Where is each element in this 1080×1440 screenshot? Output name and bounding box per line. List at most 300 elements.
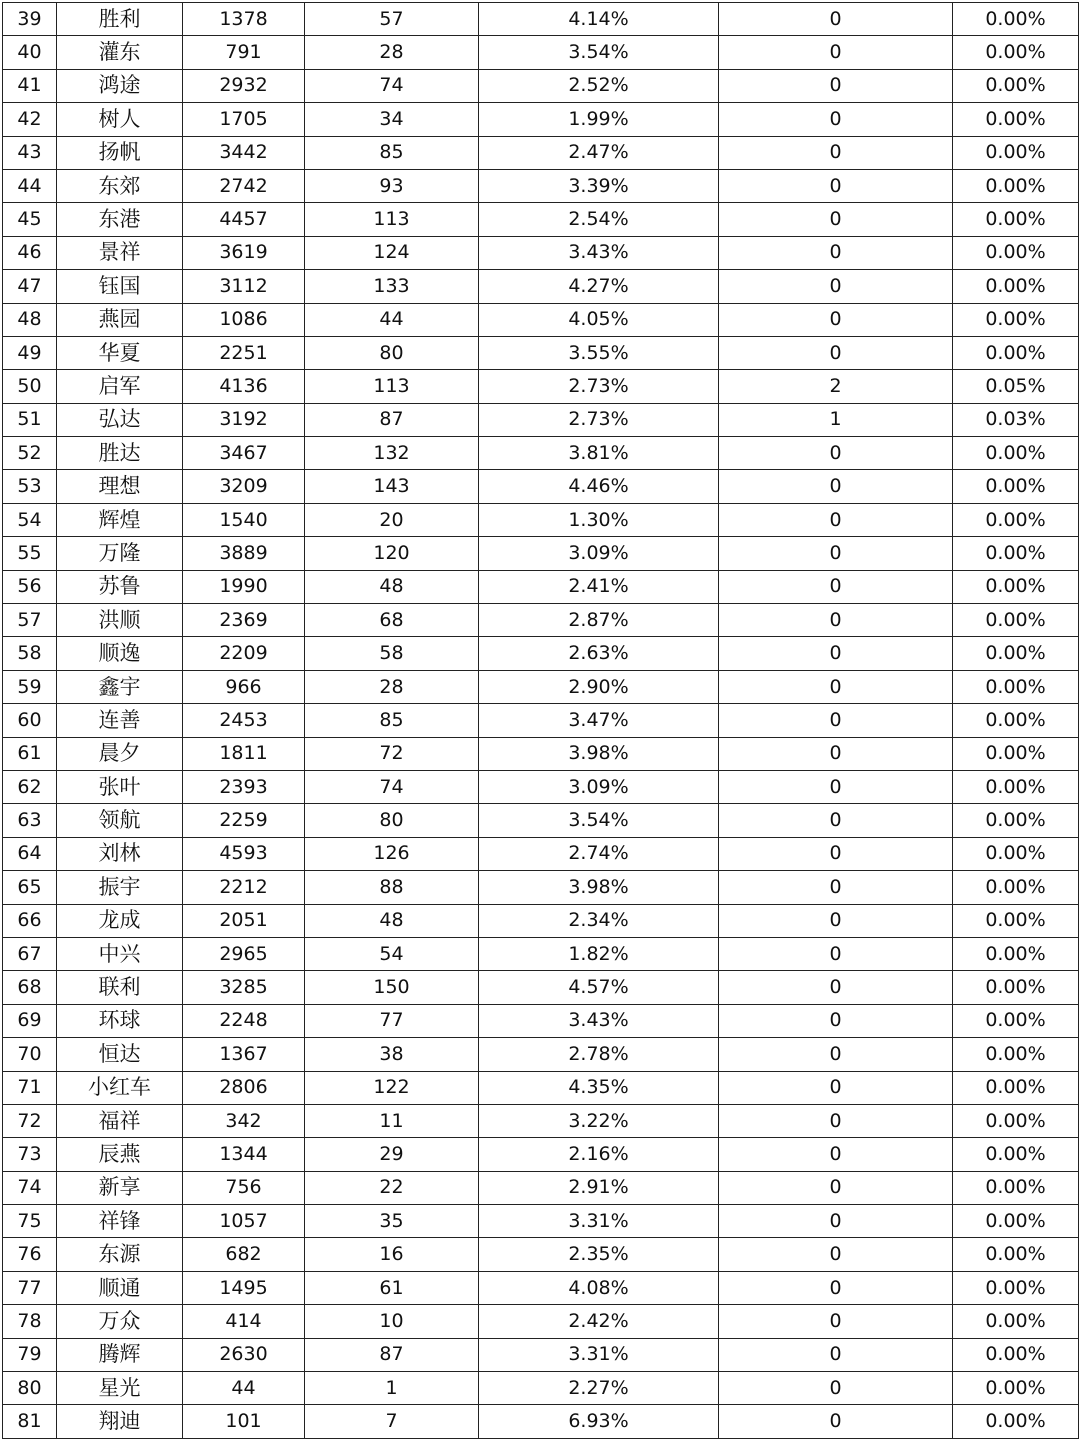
total-cell: 2248 xyxy=(183,1004,305,1037)
table-row xyxy=(3,203,1079,236)
second-rate-cell: 0.00% xyxy=(953,169,1079,202)
data-table xyxy=(2,2,1079,1439)
name-cell: 张叶 xyxy=(57,770,183,803)
count-cell: 87 xyxy=(305,1338,479,1371)
rate-cell: 2.42% xyxy=(479,1305,719,1338)
total-cell: 3285 xyxy=(183,971,305,1004)
second-rate-cell: 0.00% xyxy=(953,1205,1079,1238)
second-count-cell: 0 xyxy=(719,670,953,703)
table-row xyxy=(3,737,1079,770)
table-row xyxy=(3,1238,1079,1271)
rate-cell: 6.93% xyxy=(479,1405,719,1438)
row-index-cell: 63 xyxy=(3,804,57,837)
count-cell: 58 xyxy=(305,637,479,670)
row-index-cell: 53 xyxy=(3,470,57,503)
total-cell: 2393 xyxy=(183,770,305,803)
rate-cell: 2.27% xyxy=(479,1372,719,1405)
row-index-cell: 65 xyxy=(3,871,57,904)
table-row xyxy=(3,3,1079,36)
second-rate-cell: 0.00% xyxy=(953,203,1079,236)
second-rate-cell: 0.00% xyxy=(953,270,1079,303)
name-cell: 胜利 xyxy=(57,3,183,36)
second-count-cell: 0 xyxy=(719,1405,953,1438)
second-count-cell: 0 xyxy=(719,1372,953,1405)
name-cell: 福祥 xyxy=(57,1104,183,1137)
second-count-cell: 2 xyxy=(719,370,953,403)
second-count-cell: 0 xyxy=(719,1138,953,1171)
name-cell: 胜达 xyxy=(57,437,183,470)
name-cell: 扬帆 xyxy=(57,136,183,169)
name-cell: 顺通 xyxy=(57,1271,183,1304)
second-rate-cell: 0.00% xyxy=(953,804,1079,837)
rate-cell: 3.31% xyxy=(479,1338,719,1371)
total-cell: 682 xyxy=(183,1238,305,1271)
table-row xyxy=(3,704,1079,737)
total-cell: 1057 xyxy=(183,1205,305,1238)
second-rate-cell: 0.00% xyxy=(953,3,1079,36)
name-cell: 灌东 xyxy=(57,36,183,69)
rate-cell: 3.31% xyxy=(479,1205,719,1238)
row-index-cell: 54 xyxy=(3,503,57,536)
row-index-cell: 39 xyxy=(3,3,57,36)
second-rate-cell: 0.00% xyxy=(953,470,1079,503)
count-cell: 133 xyxy=(305,270,479,303)
count-cell: 85 xyxy=(305,136,479,169)
second-rate-cell: 0.00% xyxy=(953,670,1079,703)
total-cell: 791 xyxy=(183,36,305,69)
count-cell: 11 xyxy=(305,1104,479,1137)
second-count-cell: 0 xyxy=(719,3,953,36)
second-count-cell: 0 xyxy=(719,1305,953,1338)
second-count-cell: 0 xyxy=(719,203,953,236)
row-index-cell: 75 xyxy=(3,1205,57,1238)
second-rate-cell: 0.00% xyxy=(953,1171,1079,1204)
table-row xyxy=(3,1038,1079,1071)
row-index-cell: 71 xyxy=(3,1071,57,1104)
total-cell: 414 xyxy=(183,1305,305,1338)
table-row xyxy=(3,1171,1079,1204)
second-rate-cell: 0.00% xyxy=(953,637,1079,670)
total-cell: 1540 xyxy=(183,503,305,536)
row-index-cell: 42 xyxy=(3,103,57,136)
total-cell: 1086 xyxy=(183,303,305,336)
table-row xyxy=(3,36,1079,69)
rate-cell: 2.47% xyxy=(479,136,719,169)
count-cell: 57 xyxy=(305,3,479,36)
table-row xyxy=(3,1071,1079,1104)
second-count-cell: 0 xyxy=(719,1271,953,1304)
count-cell: 77 xyxy=(305,1004,479,1037)
table-row xyxy=(3,403,1079,436)
second-count-cell: 0 xyxy=(719,103,953,136)
rate-cell: 3.09% xyxy=(479,537,719,570)
row-index-cell: 80 xyxy=(3,1372,57,1405)
name-cell: 新享 xyxy=(57,1171,183,1204)
count-cell: 7 xyxy=(305,1405,479,1438)
table-row xyxy=(3,236,1079,269)
rate-cell: 3.54% xyxy=(479,804,719,837)
row-index-cell: 50 xyxy=(3,370,57,403)
name-cell: 环球 xyxy=(57,1004,183,1037)
count-cell: 10 xyxy=(305,1305,479,1338)
second-count-cell: 0 xyxy=(719,570,953,603)
second-rate-cell: 0.00% xyxy=(953,737,1079,770)
second-count-cell: 0 xyxy=(719,503,953,536)
row-index-cell: 48 xyxy=(3,303,57,336)
table-row xyxy=(3,1405,1079,1438)
second-rate-cell: 0.05% xyxy=(953,370,1079,403)
rate-cell: 4.27% xyxy=(479,270,719,303)
name-cell: 辰燕 xyxy=(57,1138,183,1171)
rate-cell: 3.43% xyxy=(479,236,719,269)
name-cell: 恒达 xyxy=(57,1038,183,1071)
name-cell: 连善 xyxy=(57,704,183,737)
table-row xyxy=(3,470,1079,503)
count-cell: 44 xyxy=(305,303,479,336)
second-count-cell: 0 xyxy=(719,737,953,770)
total-cell: 2742 xyxy=(183,169,305,202)
total-cell: 2051 xyxy=(183,904,305,937)
table-row xyxy=(3,837,1079,870)
row-index-cell: 51 xyxy=(3,403,57,436)
total-cell: 2259 xyxy=(183,804,305,837)
row-index-cell: 69 xyxy=(3,1004,57,1037)
table-row xyxy=(3,503,1079,536)
name-cell: 弘达 xyxy=(57,403,183,436)
total-cell: 1705 xyxy=(183,103,305,136)
name-cell: 中兴 xyxy=(57,937,183,970)
total-cell: 3442 xyxy=(183,136,305,169)
name-cell: 钰国 xyxy=(57,270,183,303)
rate-cell: 1.82% xyxy=(479,937,719,970)
row-index-cell: 67 xyxy=(3,937,57,970)
row-index-cell: 78 xyxy=(3,1305,57,1338)
row-index-cell: 68 xyxy=(3,971,57,1004)
count-cell: 54 xyxy=(305,937,479,970)
table-body xyxy=(3,3,1079,1439)
name-cell: 小红车 xyxy=(57,1071,183,1104)
second-count-cell: 0 xyxy=(719,704,953,737)
rate-cell: 3.43% xyxy=(479,1004,719,1037)
table-row xyxy=(3,437,1079,470)
name-cell: 景祥 xyxy=(57,236,183,269)
second-count-cell: 0 xyxy=(719,437,953,470)
rate-cell: 3.22% xyxy=(479,1104,719,1137)
second-count-cell: 0 xyxy=(719,770,953,803)
table-row xyxy=(3,1004,1079,1037)
total-cell: 44 xyxy=(183,1372,305,1405)
name-cell: 辉煌 xyxy=(57,503,183,536)
name-cell: 龙成 xyxy=(57,904,183,937)
row-index-cell: 41 xyxy=(3,69,57,102)
second-rate-cell: 0.00% xyxy=(953,1405,1079,1438)
name-cell: 星光 xyxy=(57,1372,183,1405)
second-rate-cell: 0.00% xyxy=(953,503,1079,536)
table-row xyxy=(3,370,1079,403)
row-index-cell: 40 xyxy=(3,36,57,69)
row-index-cell: 73 xyxy=(3,1138,57,1171)
rate-cell: 3.55% xyxy=(479,336,719,369)
second-rate-cell: 0.00% xyxy=(953,236,1079,269)
second-rate-cell: 0.00% xyxy=(953,1138,1079,1171)
second-rate-cell: 0.00% xyxy=(953,1238,1079,1271)
row-index-cell: 46 xyxy=(3,236,57,269)
table-row xyxy=(3,1305,1079,1338)
second-count-cell: 0 xyxy=(719,1004,953,1037)
count-cell: 120 xyxy=(305,537,479,570)
count-cell: 34 xyxy=(305,103,479,136)
table-row xyxy=(3,670,1079,703)
row-index-cell: 64 xyxy=(3,837,57,870)
count-cell: 124 xyxy=(305,236,479,269)
second-count-cell: 0 xyxy=(719,1238,953,1271)
rate-cell: 3.54% xyxy=(479,36,719,69)
table-row xyxy=(3,770,1079,803)
table-row xyxy=(3,1271,1079,1304)
table-row xyxy=(3,537,1079,570)
table-row xyxy=(3,604,1079,637)
name-cell: 万众 xyxy=(57,1305,183,1338)
table-row xyxy=(3,1205,1079,1238)
total-cell: 2630 xyxy=(183,1338,305,1371)
total-cell: 2453 xyxy=(183,704,305,737)
row-index-cell: 43 xyxy=(3,136,57,169)
second-count-cell: 0 xyxy=(719,804,953,837)
row-index-cell: 61 xyxy=(3,737,57,770)
name-cell: 华夏 xyxy=(57,336,183,369)
second-count-cell: 0 xyxy=(719,69,953,102)
name-cell: 树人 xyxy=(57,103,183,136)
rate-cell: 4.14% xyxy=(479,3,719,36)
count-cell: 22 xyxy=(305,1171,479,1204)
rate-cell: 2.52% xyxy=(479,69,719,102)
count-cell: 29 xyxy=(305,1138,479,1171)
count-cell: 85 xyxy=(305,704,479,737)
table-row xyxy=(3,1372,1079,1405)
count-cell: 132 xyxy=(305,437,479,470)
name-cell: 理想 xyxy=(57,470,183,503)
second-count-cell: 0 xyxy=(719,303,953,336)
total-cell: 1378 xyxy=(183,3,305,36)
row-index-cell: 56 xyxy=(3,570,57,603)
second-rate-cell: 0.00% xyxy=(953,36,1079,69)
second-rate-cell: 0.00% xyxy=(953,904,1079,937)
total-cell: 1367 xyxy=(183,1038,305,1071)
row-index-cell: 60 xyxy=(3,704,57,737)
second-count-cell: 0 xyxy=(719,336,953,369)
total-cell: 3112 xyxy=(183,270,305,303)
second-rate-cell: 0.00% xyxy=(953,604,1079,637)
row-index-cell: 47 xyxy=(3,270,57,303)
count-cell: 1 xyxy=(305,1372,479,1405)
count-cell: 113 xyxy=(305,370,479,403)
table-row xyxy=(3,904,1079,937)
row-index-cell: 72 xyxy=(3,1104,57,1137)
rate-cell: 1.30% xyxy=(479,503,719,536)
total-cell: 4593 xyxy=(183,837,305,870)
total-cell: 101 xyxy=(183,1405,305,1438)
table-row xyxy=(3,169,1079,202)
row-index-cell: 81 xyxy=(3,1405,57,1438)
total-cell: 2369 xyxy=(183,604,305,637)
second-rate-cell: 0.00% xyxy=(953,437,1079,470)
name-cell: 翔迪 xyxy=(57,1405,183,1438)
second-count-cell: 0 xyxy=(719,1038,953,1071)
second-count-cell: 0 xyxy=(719,1171,953,1204)
name-cell: 领航 xyxy=(57,804,183,837)
row-index-cell: 76 xyxy=(3,1238,57,1271)
row-index-cell: 52 xyxy=(3,437,57,470)
total-cell: 342 xyxy=(183,1104,305,1137)
second-rate-cell: 0.00% xyxy=(953,1271,1079,1304)
rate-cell: 2.41% xyxy=(479,570,719,603)
name-cell: 启军 xyxy=(57,370,183,403)
second-rate-cell: 0.00% xyxy=(953,1104,1079,1137)
second-count-cell: 0 xyxy=(719,136,953,169)
count-cell: 72 xyxy=(305,737,479,770)
row-index-cell: 77 xyxy=(3,1271,57,1304)
name-cell: 刘林 xyxy=(57,837,183,870)
name-cell: 晨夕 xyxy=(57,737,183,770)
row-index-cell: 58 xyxy=(3,637,57,670)
count-cell: 143 xyxy=(305,470,479,503)
second-rate-cell: 0.00% xyxy=(953,537,1079,570)
count-cell: 80 xyxy=(305,336,479,369)
name-cell: 万隆 xyxy=(57,537,183,570)
second-count-cell: 0 xyxy=(719,837,953,870)
total-cell: 2932 xyxy=(183,69,305,102)
second-rate-cell: 0.00% xyxy=(953,1305,1079,1338)
rate-cell: 2.35% xyxy=(479,1238,719,1271)
rate-cell: 4.35% xyxy=(479,1071,719,1104)
count-cell: 88 xyxy=(305,871,479,904)
name-cell: 燕园 xyxy=(57,303,183,336)
second-count-cell: 0 xyxy=(719,169,953,202)
row-index-cell: 45 xyxy=(3,203,57,236)
table-row xyxy=(3,570,1079,603)
second-count-cell: 0 xyxy=(719,871,953,904)
rate-cell: 2.91% xyxy=(479,1171,719,1204)
row-index-cell: 74 xyxy=(3,1171,57,1204)
second-rate-cell: 0.00% xyxy=(953,971,1079,1004)
rate-cell: 3.09% xyxy=(479,770,719,803)
second-rate-cell: 0.00% xyxy=(953,103,1079,136)
rate-cell: 1.99% xyxy=(479,103,719,136)
second-rate-cell: 0.00% xyxy=(953,871,1079,904)
name-cell: 顺逸 xyxy=(57,637,183,670)
count-cell: 16 xyxy=(305,1238,479,1271)
second-count-cell: 0 xyxy=(719,1338,953,1371)
name-cell: 东港 xyxy=(57,203,183,236)
second-count-cell: 0 xyxy=(719,604,953,637)
second-count-cell: 0 xyxy=(719,36,953,69)
total-cell: 1990 xyxy=(183,570,305,603)
name-cell: 东郊 xyxy=(57,169,183,202)
rate-cell: 3.81% xyxy=(479,437,719,470)
name-cell: 腾辉 xyxy=(57,1338,183,1371)
table-row xyxy=(3,937,1079,970)
total-cell: 966 xyxy=(183,670,305,703)
total-cell: 1811 xyxy=(183,737,305,770)
table-row xyxy=(3,69,1079,102)
total-cell: 3889 xyxy=(183,537,305,570)
count-cell: 61 xyxy=(305,1271,479,1304)
table-row xyxy=(3,136,1079,169)
count-cell: 68 xyxy=(305,604,479,637)
row-index-cell: 70 xyxy=(3,1038,57,1071)
table-row xyxy=(3,103,1079,136)
total-cell: 3467 xyxy=(183,437,305,470)
count-cell: 150 xyxy=(305,971,479,1004)
table-row xyxy=(3,303,1079,336)
name-cell: 东源 xyxy=(57,1238,183,1271)
data-table-container xyxy=(2,2,1078,1439)
second-rate-cell: 0.00% xyxy=(953,336,1079,369)
count-cell: 74 xyxy=(305,69,479,102)
rate-cell: 3.98% xyxy=(479,871,719,904)
rate-cell: 4.46% xyxy=(479,470,719,503)
second-count-cell: 0 xyxy=(719,904,953,937)
rate-cell: 2.73% xyxy=(479,370,719,403)
total-cell: 3619 xyxy=(183,236,305,269)
rate-cell: 4.57% xyxy=(479,971,719,1004)
name-cell: 苏鲁 xyxy=(57,570,183,603)
second-count-cell: 0 xyxy=(719,270,953,303)
count-cell: 28 xyxy=(305,36,479,69)
rate-cell: 2.54% xyxy=(479,203,719,236)
count-cell: 93 xyxy=(305,169,479,202)
rate-cell: 3.47% xyxy=(479,704,719,737)
rate-cell: 3.39% xyxy=(479,169,719,202)
total-cell: 2806 xyxy=(183,1071,305,1104)
second-rate-cell: 0.00% xyxy=(953,1071,1079,1104)
rate-cell: 2.34% xyxy=(479,904,719,937)
count-cell: 80 xyxy=(305,804,479,837)
table-row xyxy=(3,336,1079,369)
second-rate-cell: 0.00% xyxy=(953,704,1079,737)
second-rate-cell: 0.00% xyxy=(953,570,1079,603)
row-index-cell: 62 xyxy=(3,770,57,803)
name-cell: 鑫宇 xyxy=(57,670,183,703)
count-cell: 28 xyxy=(305,670,479,703)
rate-cell: 2.87% xyxy=(479,604,719,637)
second-count-cell: 0 xyxy=(719,1104,953,1137)
table-row xyxy=(3,971,1079,1004)
row-index-cell: 57 xyxy=(3,604,57,637)
name-cell: 鸿途 xyxy=(57,69,183,102)
rate-cell: 2.63% xyxy=(479,637,719,670)
second-count-cell: 0 xyxy=(719,937,953,970)
total-cell: 4457 xyxy=(183,203,305,236)
count-cell: 48 xyxy=(305,904,479,937)
count-cell: 48 xyxy=(305,570,479,603)
total-cell: 756 xyxy=(183,1171,305,1204)
total-cell: 2212 xyxy=(183,871,305,904)
second-count-cell: 0 xyxy=(719,1205,953,1238)
row-index-cell: 59 xyxy=(3,670,57,703)
second-rate-cell: 0.00% xyxy=(953,1338,1079,1371)
table-row xyxy=(3,1104,1079,1137)
count-cell: 38 xyxy=(305,1038,479,1071)
rate-cell: 4.08% xyxy=(479,1271,719,1304)
second-rate-cell: 0.00% xyxy=(953,1372,1079,1405)
second-rate-cell: 0.00% xyxy=(953,303,1079,336)
rate-cell: 2.16% xyxy=(479,1138,719,1171)
count-cell: 20 xyxy=(305,503,479,536)
second-rate-cell: 0.03% xyxy=(953,403,1079,436)
rate-cell: 2.73% xyxy=(479,403,719,436)
count-cell: 126 xyxy=(305,837,479,870)
